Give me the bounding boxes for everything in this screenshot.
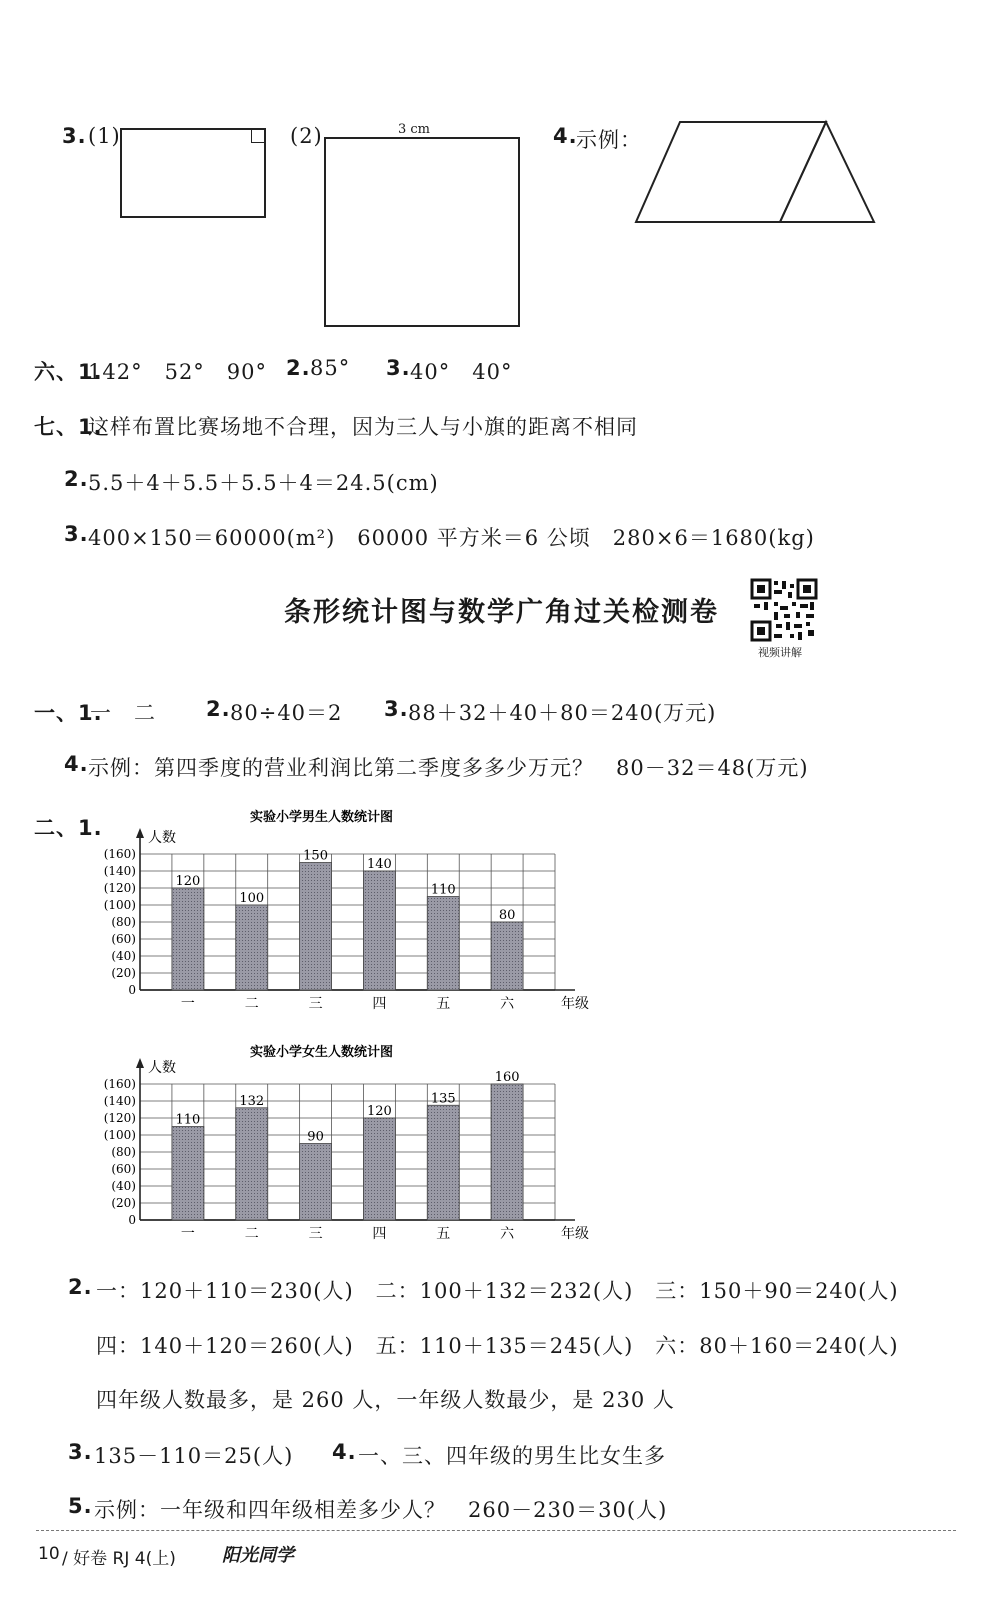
dimension-label: 3 cm [398, 122, 431, 137]
y-tick-label: (40) [111, 1179, 136, 1193]
section-6-number-3: 3. [386, 356, 411, 380]
section-6-answer-1: 142° 52° 90° [88, 360, 268, 384]
part-2-label: 二、1. [34, 816, 103, 840]
bar-value-label: 100 [239, 891, 265, 906]
part-1-answer-1: 一 二 [90, 701, 156, 725]
x-tick-label: 三 [308, 1226, 323, 1242]
bar-value-label: 80 [498, 908, 516, 923]
y-axis-arrow [136, 1058, 144, 1068]
boys-bar-chart [80, 805, 600, 1015]
bar-value-label: 110 [175, 1112, 201, 1128]
page-number: 10 [38, 1544, 60, 1564]
y-tick-label: (100) [103, 898, 136, 912]
x-tick-label: 三 [308, 996, 323, 1012]
part-2-number-5: 5. [68, 1494, 93, 1518]
part-2-answer-2-line-2: 四：140＋120＝260(人) 五：110＋135＝245(人) 六：80＋160＝240(人) [96, 1334, 899, 1358]
x-axis-label: 年级 [561, 1226, 589, 1242]
girls-bar-chart [80, 1040, 600, 1245]
y-tick-label: (120) [103, 1111, 136, 1125]
y-tick-label: (80) [111, 1145, 136, 1159]
part-2-number-4: 4. [332, 1440, 357, 1464]
section-7-answer-2: 5.5＋4＋5.5＋5.5＋4＝24.5(cm) [88, 471, 439, 495]
x-tick-label: 一 [180, 1226, 195, 1242]
x-tick-label: 六 [500, 1226, 515, 1242]
y-tick-label: (160) [103, 1077, 136, 1091]
y-tick-label: (100) [103, 1128, 136, 1142]
bar-value-label: 110 [430, 882, 456, 898]
bar-value-label: 132 [239, 1093, 265, 1109]
test-title: 条形统计图与数学广角过关检测卷 [284, 597, 719, 628]
bar-value-label: 120 [367, 1104, 392, 1119]
part-1-number-2: 2. [206, 697, 231, 721]
x-tick-label: 一 [180, 996, 195, 1012]
y-axis-label: 人数 [148, 830, 176, 846]
bar-value-label: 90 [307, 1129, 324, 1145]
qr-caption: 视频讲解 [758, 646, 802, 659]
bar [427, 1105, 459, 1220]
bar [363, 1118, 395, 1220]
y-tick-label: (120) [103, 881, 136, 895]
question-4-number: 4. [553, 124, 578, 148]
footer-book-title: / 好卷 RJ 4(上) [62, 1549, 176, 1569]
bar [427, 897, 459, 991]
part-2-number-3: 3. [68, 1440, 93, 1464]
part-2-answer-5: 示例：一年级和四年级相差多少人？ 260－230＝30(人) [94, 1498, 668, 1522]
bar-value-label: 160 [494, 1070, 520, 1085]
qr-code-icon[interactable] [750, 578, 818, 642]
chart-title: 实验小学女生人数统计图 [250, 1045, 394, 1060]
x-tick-label: 二 [244, 1226, 259, 1242]
sub-question-2-label: (2) [290, 124, 323, 148]
chart-title: 实验小学男生人数统计图 [250, 810, 394, 825]
right-angle-mark [251, 130, 264, 143]
bar-value-label: 135 [430, 1091, 456, 1107]
bar [172, 888, 204, 990]
question-4-text: 示例： [576, 128, 642, 152]
y-tick-label: 0 [128, 1213, 136, 1227]
bar [236, 1108, 268, 1220]
section-7-answer-3: 400×150＝60000(m²) 60000 平方米＝6 公顷 280×6＝1680(kg) [88, 526, 815, 550]
question-3-number: 3. [62, 124, 87, 148]
x-tick-label: 六 [500, 996, 515, 1012]
y-axis-label: 人数 [148, 1060, 176, 1076]
y-tick-label: (60) [111, 932, 136, 946]
y-tick-label: (140) [103, 1094, 136, 1108]
sub-question-1-label: (1) [88, 124, 121, 148]
section-6-number-2: 2. [286, 356, 311, 380]
square-figure [324, 137, 520, 327]
bar [363, 871, 395, 990]
x-tick-label: 四 [372, 996, 387, 1012]
bar [491, 922, 523, 990]
part-1-answer-3: 88＋32＋40＋80＝240(万元) [408, 701, 717, 725]
footer-brand-logo: 阳光同学 [222, 1545, 294, 1566]
part-1-answer-2: 80÷40＝2 [230, 701, 343, 725]
bar [236, 905, 268, 990]
y-tick-label: (40) [111, 949, 136, 963]
part-1-number-4: 4. [64, 752, 89, 776]
bar [300, 1144, 332, 1221]
y-tick-label: (20) [111, 966, 136, 980]
footer-divider [36, 1530, 956, 1531]
section-7-label: 七、1. [34, 415, 103, 439]
x-tick-label: 四 [372, 1226, 387, 1242]
section-6-answer-2: 85° [310, 356, 351, 380]
section-7-answer-1: 这样布置比赛场地不合理，因为三人与小旗的距离不相同 [88, 415, 638, 439]
bar-value-label: 150 [303, 848, 328, 864]
part-1-number-3: 3. [384, 697, 409, 721]
section-7-number-3: 3. [64, 522, 89, 546]
bar [172, 1127, 204, 1221]
rectangle-figure [120, 128, 266, 218]
bar [491, 1084, 523, 1220]
part-2-answer-3: 135－110＝25(人) [94, 1444, 294, 1468]
part-1-label: 一、1. [34, 701, 103, 725]
x-axis-label: 年级 [561, 996, 589, 1012]
bar-value-label: 140 [367, 857, 392, 872]
part-2-answer-2-line-1: 一：120＋110＝230(人) 二：100＋132＝232(人) 三：150＋90＝240(人) [96, 1279, 899, 1303]
bar-value-label: 120 [175, 874, 201, 889]
part-2-answer-4: 一、三、四年级的男生比女生多 [358, 1444, 666, 1468]
y-tick-label: (60) [111, 1162, 136, 1176]
part-1-answer-4: 示例：第四季度的营业利润比第二季度多多少万元？ 80－32＝48(万元) [88, 756, 809, 780]
part-2-answer-2-line-3: 四年级人数最多，是 260 人，一年级人数最少，是 230 人 [96, 1388, 675, 1412]
y-axis-arrow [136, 828, 144, 838]
x-tick-label: 二 [244, 996, 259, 1012]
y-tick-label: (80) [111, 915, 136, 929]
part-2-number-2: 2. [68, 1275, 93, 1299]
parallelogram-triangle-figure [630, 118, 880, 228]
section-6-label: 六、1. [34, 360, 103, 384]
section-6-answer-3: 40° 40° [410, 360, 513, 384]
section-7-number-2: 2. [64, 467, 89, 491]
x-tick-label: 五 [436, 1226, 451, 1242]
y-tick-label: (20) [111, 1196, 136, 1210]
y-tick-label: (160) [103, 847, 136, 861]
y-tick-label: (140) [103, 864, 136, 878]
y-tick-label: 0 [128, 983, 136, 997]
bar [300, 863, 332, 991]
x-tick-label: 五 [436, 996, 451, 1012]
